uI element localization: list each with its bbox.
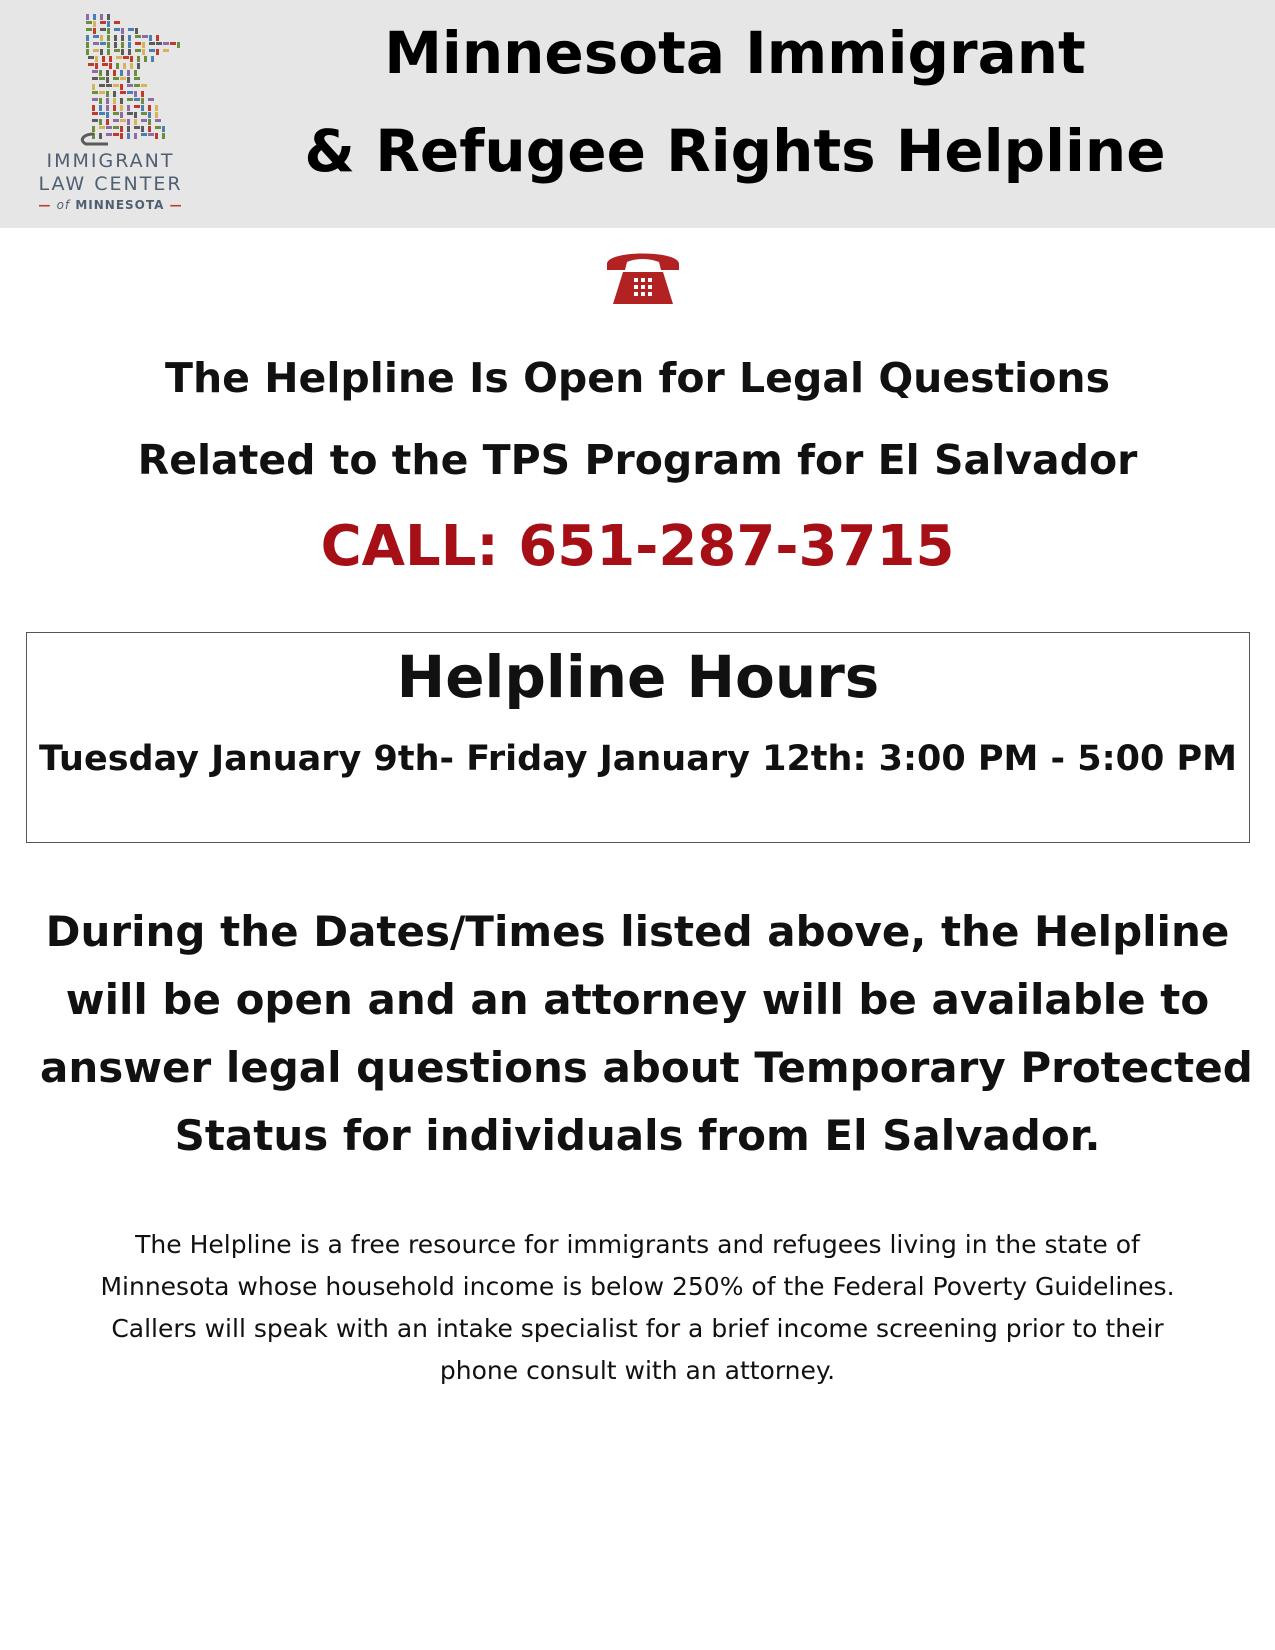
page-title-line1: Minnesota Immigrant: [384, 19, 1086, 87]
telephone-icon: [603, 242, 683, 308]
availability-line: answer legal questions about Temporary Protected: [40, 1043, 1253, 1092]
call-phone-number[interactable]: CALL: 651-287-3715: [320, 514, 955, 579]
logo-dash-right: —: [164, 198, 183, 212]
fine-print-line: Callers will speak with an intake specialist for a brief income screening prior to their: [111, 1314, 1164, 1343]
availability-line: will be open and an attorney will be available to: [65, 975, 1210, 1024]
logo-text-of: of: [56, 198, 71, 212]
availability-line: Status for individuals from El Salvador.: [174, 1111, 1101, 1160]
lead-line2: Related to the TPS Program for El Salvador: [137, 436, 1138, 484]
logo-text-line2: LAW CENTER: [38, 173, 183, 195]
hours-schedule: Tuesday January 9th- Friday January 12th: 3:00 PM - 5:00 PM: [39, 739, 1237, 779]
eligibility-fine-print: [40, 1224, 1235, 1392]
availability-line: During the Dates/Times listed above, the Helpline: [45, 907, 1230, 956]
fine-print-line: The Helpline is a free resource for immigrants and refugees living in the state of: [135, 1230, 1140, 1259]
lead-line1: The Helpline Is Open for Legal Questions: [165, 354, 1110, 402]
logo-dash-left: —: [38, 198, 57, 212]
immigrant-law-center-logo: [18, 12, 203, 217]
logo-text-line1: IMMIGRANT: [46, 150, 175, 172]
fine-print-line: Minnesota whose household income is below 250% of the Federal Poverty Guidelines.: [100, 1272, 1175, 1301]
header-banner: [0, 0, 1275, 228]
logo-text-minnesota: MINNESOTA: [75, 198, 165, 212]
hours-title: Helpline Hours: [396, 643, 880, 711]
logo-text-line3: [18, 198, 203, 212]
helpline-hours-box: [26, 632, 1250, 843]
page-title-line2: & Refugee Rights Helpline: [304, 117, 1166, 185]
minnesota-map-icon: [48, 12, 188, 147]
availability-paragraph: [40, 898, 1253, 1170]
fine-print-line: phone consult with an attorney.: [439, 1356, 836, 1385]
